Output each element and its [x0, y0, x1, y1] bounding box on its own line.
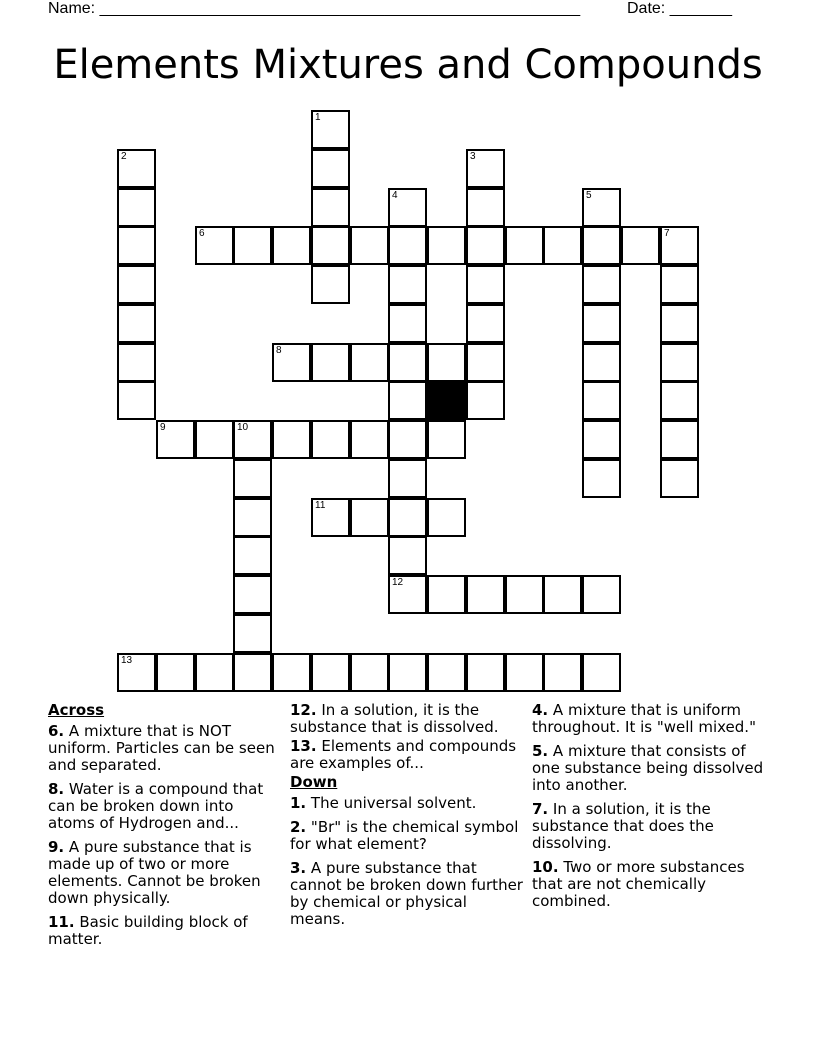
grid-cell[interactable] — [388, 575, 427, 614]
clue-number: 9 — [160, 422, 166, 433]
grid-cell[interactable] — [466, 381, 505, 420]
clue-down-1: 1. The universal solvent. — [290, 794, 477, 812]
grid-cell[interactable] — [388, 265, 427, 304]
grid-cell[interactable] — [427, 653, 466, 692]
clue-across-9: 9. A pure substance that is made up of two or more elements. Cannot be broken down physically. — [48, 838, 261, 907]
grid-cell[interactable] — [388, 459, 427, 498]
grid-cell[interactable] — [233, 575, 272, 614]
grid-cell[interactable] — [117, 304, 156, 343]
clue-down-7: 7. In a solution, it is the substance that does the dissolving. — [532, 800, 714, 852]
grid-cell[interactable] — [427, 498, 466, 537]
clue-number: 3 — [470, 151, 476, 162]
grid-cell[interactable] — [466, 265, 505, 304]
clues-column-1 — [48, 702, 284, 955]
grid-cell[interactable] — [311, 188, 350, 227]
grid-cell[interactable] — [582, 265, 621, 304]
grid-cell[interactable] — [233, 420, 272, 459]
grid-cell[interactable] — [233, 498, 272, 537]
grid-cell[interactable] — [388, 498, 427, 537]
clue-number: 6 — [199, 228, 205, 239]
grid-cell[interactable] — [582, 226, 621, 265]
clue-across-6: 6. A mixture that is NOT uniform. Particles can be seen and separated. — [48, 722, 275, 774]
page-title: Elements Mixtures and Compounds — [53, 42, 763, 88]
clue-down-5: 5. A mixture that consists of one substance being dissolved into another. — [532, 742, 764, 794]
grid-cell[interactable] — [660, 265, 699, 304]
grid-cell[interactable] — [272, 343, 311, 382]
grid-cell[interactable] — [660, 459, 699, 498]
grid-cell[interactable] — [311, 110, 350, 149]
grid-cell[interactable] — [582, 304, 621, 343]
date-field[interactable]: Date: _______ — [627, 0, 732, 17]
grid-cell[interactable] — [466, 304, 505, 343]
grid-cell[interactable] — [582, 575, 621, 614]
grid-cell[interactable] — [388, 381, 427, 420]
clue-across-8: 8. Water is a compound that can be broken down into atoms of Hydrogen and... — [48, 780, 264, 832]
grid-cell[interactable] — [350, 653, 389, 692]
grid-cell[interactable] — [505, 226, 544, 265]
grid-cell[interactable] — [660, 304, 699, 343]
grid-cell[interactable] — [311, 226, 350, 265]
grid-cell[interactable] — [117, 188, 156, 227]
grid-cell[interactable] — [117, 343, 156, 382]
clue-number: 2 — [121, 151, 127, 162]
clue-number: 8 — [276, 345, 282, 356]
grid-cell[interactable] — [117, 653, 156, 692]
grid-cell[interactable] — [427, 226, 466, 265]
clue-number: 7 — [664, 228, 670, 239]
grid-cell[interactable] — [233, 459, 272, 498]
grid-cell[interactable] — [543, 575, 582, 614]
clues-column-3 — [532, 702, 772, 917]
grid-cell[interactable] — [233, 614, 272, 653]
grid-cell[interactable] — [388, 343, 427, 382]
grid-cell[interactable] — [311, 498, 350, 537]
grid-cell[interactable] — [427, 420, 466, 459]
grid-cell[interactable] — [427, 343, 466, 382]
grid-cell[interactable] — [311, 653, 350, 692]
clue-down-4: 4. A mixture that is uniform throughout. It is "well mixed." — [532, 701, 756, 736]
grid-cell[interactable] — [466, 149, 505, 188]
grid-cell[interactable] — [582, 420, 621, 459]
grid-cell[interactable] — [233, 226, 272, 265]
black-cell — [427, 381, 466, 420]
grid-cell[interactable] — [466, 575, 505, 614]
clue-down-3: 3. A pure substance that cannot be broken down further by chemical or physical means. — [290, 859, 523, 928]
grid-cell[interactable] — [350, 420, 389, 459]
grid-cell[interactable] — [233, 536, 272, 575]
grid-cell[interactable] — [427, 575, 466, 614]
clue-number: 1 — [315, 112, 321, 123]
clues-column-2 — [290, 702, 526, 935]
grid-cell[interactable] — [195, 653, 234, 692]
grid-cell[interactable] — [505, 653, 544, 692]
grid-cell[interactable] — [660, 420, 699, 459]
grid-cell[interactable] — [311, 343, 350, 382]
grid-cell[interactable] — [582, 653, 621, 692]
grid-cell[interactable] — [543, 226, 582, 265]
grid-cell[interactable] — [195, 226, 234, 265]
grid-cell[interactable] — [233, 653, 272, 692]
grid-cell[interactable] — [117, 381, 156, 420]
grid-cell[interactable] — [311, 420, 350, 459]
grid-cell[interactable] — [505, 575, 544, 614]
grid-cell[interactable] — [350, 498, 389, 537]
grid-cell[interactable] — [272, 420, 311, 459]
grid-cell[interactable] — [582, 188, 621, 227]
grid-cell[interactable] — [195, 420, 234, 459]
grid-cell[interactable] — [388, 536, 427, 575]
grid-cell[interactable] — [660, 343, 699, 382]
clue-number: 11 — [315, 500, 326, 511]
clue-across-11: 11. Basic building block of matter. — [48, 913, 248, 948]
grid-cell[interactable] — [582, 459, 621, 498]
grid-cell[interactable] — [466, 343, 505, 382]
clue-down-10: 10. Two or more substances that are not chemically combined. — [532, 858, 745, 910]
clue-number: 10 — [237, 422, 249, 433]
grid-cell[interactable] — [388, 653, 427, 692]
across-heading: Across — [48, 701, 105, 719]
grid-cell[interactable] — [660, 226, 699, 265]
grid-cell[interactable] — [543, 653, 582, 692]
clue-down-2: 2. "Br" is the chemical symbol for what element? — [290, 818, 519, 853]
grid-cell[interactable] — [117, 226, 156, 265]
grid-cell[interactable] — [388, 304, 427, 343]
clue-number: 13 — [121, 655, 133, 666]
grid-cell[interactable] — [466, 226, 505, 265]
clue-across-12: 12. In a solution, it is the substance that is dissolved. — [290, 701, 499, 736]
grid-cell[interactable] — [660, 381, 699, 420]
grid-cell[interactable] — [388, 420, 427, 459]
clue-number: 5 — [586, 190, 592, 201]
down-heading: Down — [290, 773, 338, 791]
clue-number: 4 — [392, 190, 398, 201]
grid-cell[interactable] — [117, 149, 156, 188]
grid-cell[interactable] — [582, 381, 621, 420]
name-field[interactable]: Name: ______________________________________________________ — [48, 0, 581, 17]
grid-cell[interactable] — [156, 420, 195, 459]
grid-cell[interactable] — [311, 149, 350, 188]
grid-cell[interactable] — [582, 343, 621, 382]
grid-cell[interactable] — [272, 226, 311, 265]
grid-cell[interactable] — [621, 226, 660, 265]
grid-cell[interactable] — [388, 188, 427, 227]
grid-cell[interactable] — [311, 265, 350, 304]
grid-cell[interactable] — [117, 265, 156, 304]
grid-cell[interactable] — [350, 226, 389, 265]
grid-cell[interactable] — [388, 226, 427, 265]
grid-cell[interactable] — [272, 653, 311, 692]
grid-cell[interactable] — [466, 188, 505, 227]
clue-across-13: 13. Elements and compounds are examples of... — [290, 737, 517, 772]
grid-cell[interactable] — [156, 653, 195, 692]
grid-cell[interactable] — [466, 653, 505, 692]
grid-cell[interactable] — [350, 343, 389, 382]
clue-number: 12 — [392, 577, 404, 588]
